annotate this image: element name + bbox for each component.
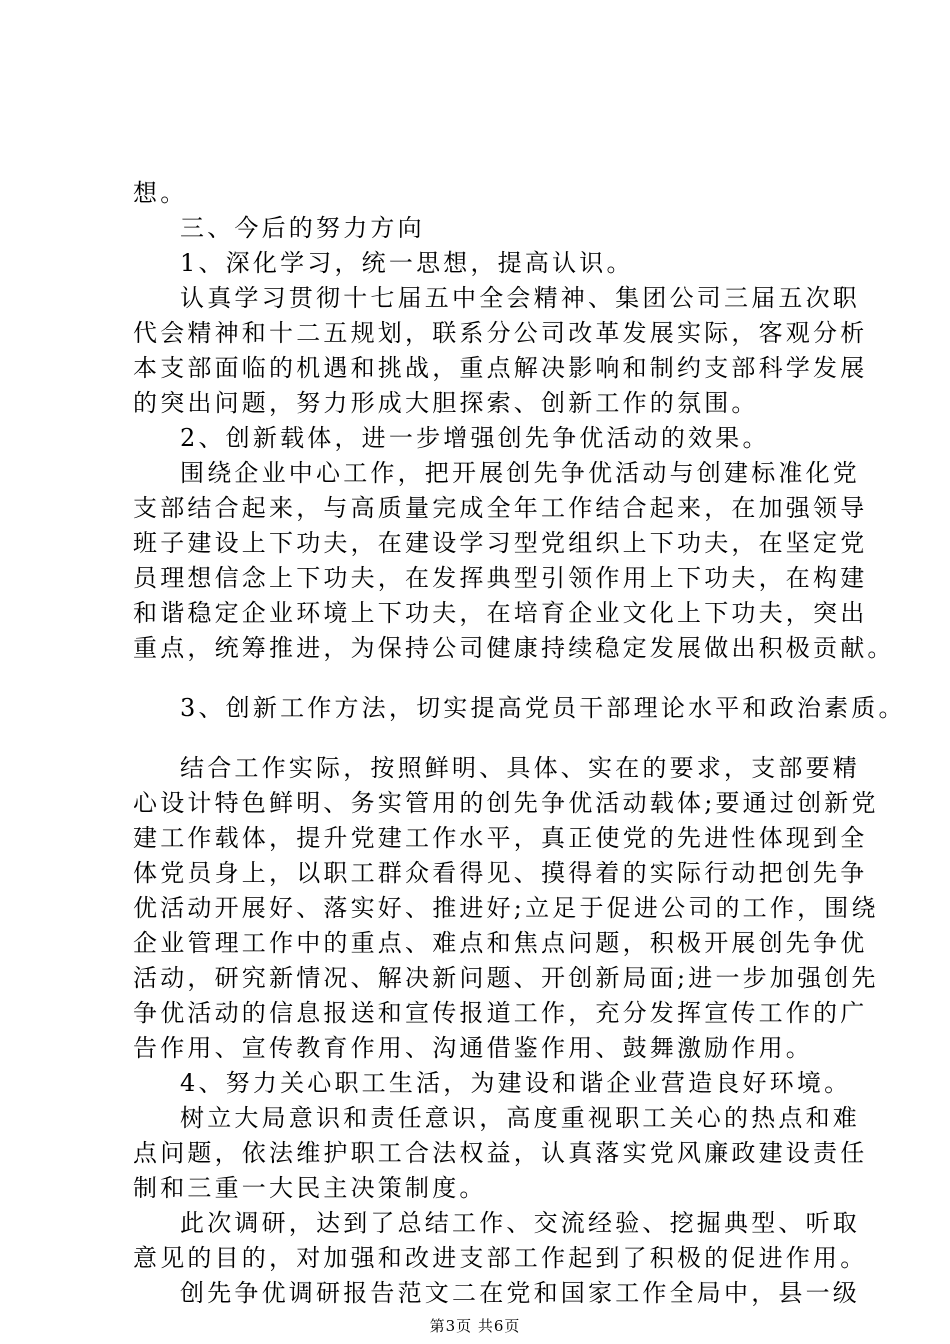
paragraph-line: 认真学习贯彻十七届五中全会精神、集团公司三届五次职 (180, 284, 860, 312)
paragraph-line: 重点，统筹推进，为保持公司健康持续稳定发展做出积极贡献。 (133, 634, 895, 662)
subheading: 1、深化学习，统一思想，提高认识。 (180, 249, 634, 277)
paragraph-line: 想。 (133, 179, 188, 207)
section-heading: 三、今后的努力方向 (180, 214, 425, 242)
paragraph-line: 树立大局意识和责任意识，高度重视职工关心的热点和难 (180, 1104, 860, 1132)
page-number-footer: 第3页 共6页 (429, 1317, 521, 1335)
paragraph-line: 体党员身上，以职工群众看得见、摸得着的实际行动把创先争 (133, 859, 868, 887)
paragraph-line: 代会精神和十二五规划，联系分公司改革发展实际，客观分析 (133, 319, 868, 347)
paragraph-line: 班子建设上下功夫，在建设学习型党组织上下功夫，在坚定党 (133, 529, 868, 557)
paragraph-line: 告作用、宣传教育作用、沟通借鉴作用、鼓舞激励作用。 (133, 1034, 813, 1062)
subheading: 2、创新载体，进一步增强创先争优活动的效果。 (180, 424, 770, 452)
paragraph-line: 制和三重一大民主决策制度。 (133, 1174, 487, 1202)
paragraph-line: 此次调研，达到了总结工作、交流经验、挖掘典型、听取 (180, 1209, 860, 1237)
paragraph-line: 的突出问题，努力形成大胆探索、创新工作的氛围。 (133, 389, 759, 417)
paragraph-line: 争优活动的信息报送和宣传报道工作，充分发挥宣传工作的广 (133, 999, 868, 1027)
paragraph-line: 活动，研究新情况、解决新问题、开创新局面;进一步加强创先 (133, 964, 879, 992)
paragraph-line: 建工作载体，提升党建工作水平，真正使党的先进性体现到全 (133, 824, 868, 852)
paragraph-line: 和谐稳定企业环境上下功夫，在培育企业文化上下功夫，突出 (133, 599, 868, 627)
paragraph-line: 企业管理工作中的重点、难点和焦点问题，积极开展创先争优 (133, 929, 868, 957)
paragraph-line: 心设计特色鲜明、务实管用的创先争优活动载体;要通过创新党 (133, 789, 879, 817)
paragraph-line: 本支部面临的机遇和挑战，重点解决影响和制约支部科学发展 (133, 354, 868, 382)
paragraph-line: 意见的目的，对加强和改进支部工作起到了积极的促进作用。 (133, 1244, 868, 1272)
paragraph-line: 结合工作实际，按照鲜明、具体、实在的要求，支部要精 (180, 754, 860, 782)
paragraph-line: 支部结合起来，与高质量完成全年工作结合起来，在加强领导 (133, 494, 868, 522)
paragraph-line: 优活动开展好、落实好、推进好;立足于促进公司的工作，围绕 (133, 894, 879, 922)
paragraph-line: 员理想信念上下功夫，在发挥典型引领作用上下功夫，在构建 (133, 564, 868, 592)
paragraph-line: 创先争优调研报告范文二在党和国家工作全局中，县一级 (180, 1279, 860, 1307)
subheading: 4、努力关心职工生活，为建设和谐企业营造良好环境。 (180, 1069, 852, 1097)
subheading: 3、创新工作方法，切实提高党员干部理论水平和政治素质。 (180, 694, 906, 722)
paragraph-line: 点问题，依法维护职工合法权益，认真落实党风廉政建设责任 (133, 1139, 868, 1167)
paragraph-line: 围绕企业中心工作，把开展创先争优活动与创建标准化党 (180, 459, 860, 487)
